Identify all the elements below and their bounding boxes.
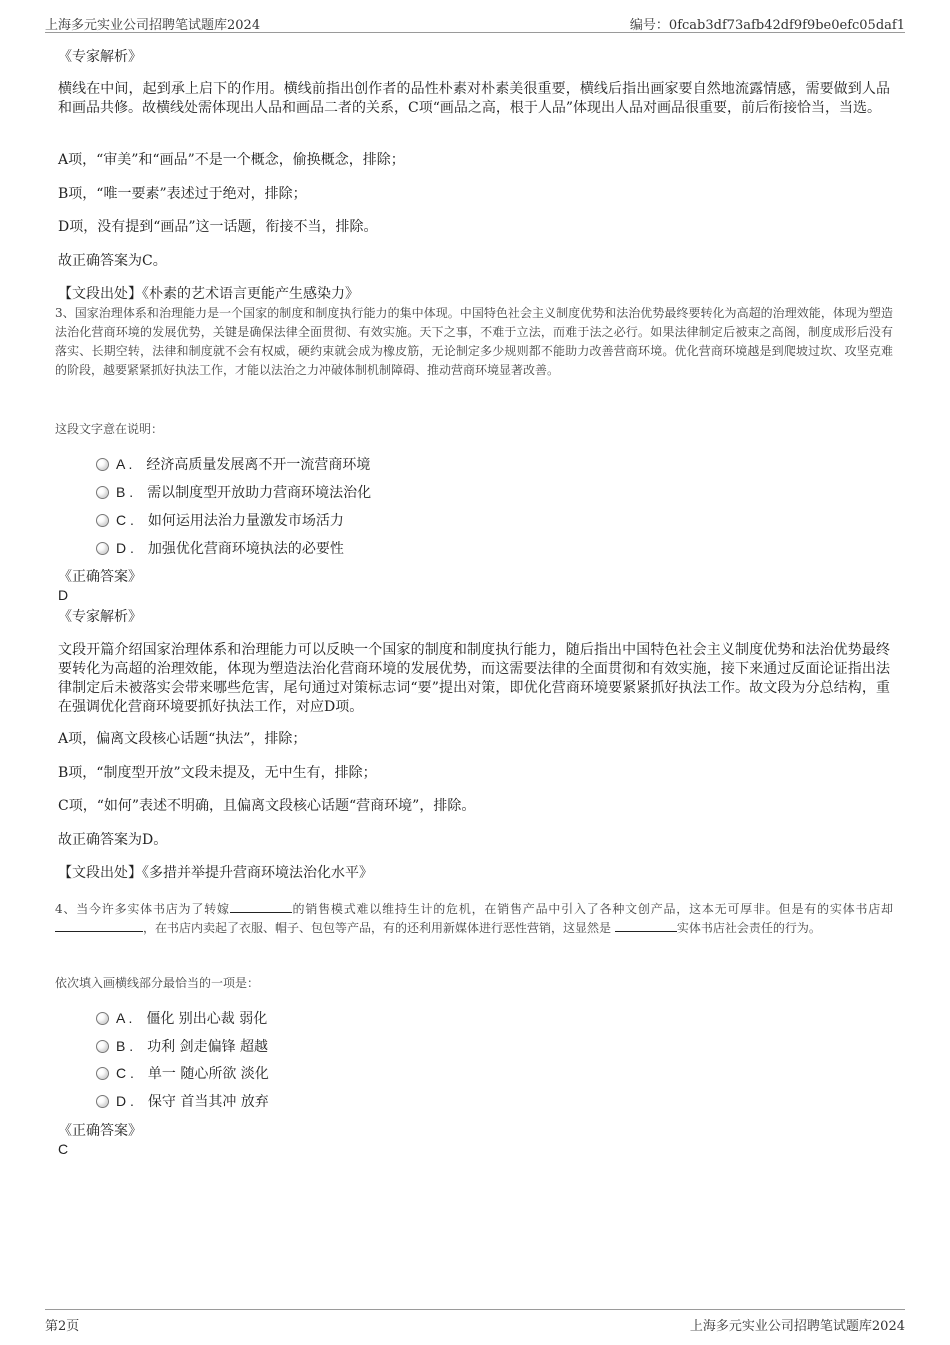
fill-blank-1: [230, 900, 292, 913]
radio-button-icon[interactable]: [96, 1040, 109, 1053]
q4-option-d[interactable]: D . 保守 首当其冲 放弃: [96, 1091, 269, 1112]
expert-analysis-label: 《专家解析》: [58, 49, 142, 65]
q4-option-c[interactable]: C . 单一 随心所欲 淡化: [96, 1063, 269, 1084]
q4-option-b[interactable]: B . 功利 剑走偏锋 超越: [96, 1036, 268, 1057]
q3-prompt: 这段文字意在说明：: [55, 422, 164, 436]
q4-prompt: 依次填入画横线部分最恰当的一项是：: [55, 976, 260, 990]
q2-source: 【文段出处】《朴素的艺术语言更能产生感染力》: [58, 286, 359, 302]
q4-answer: C: [58, 1141, 69, 1157]
q2-analysis-paragraph: 横线在中间，起到承上启下的作用。横线前指出创作者的品性朴素对朴素美很重要，横线后指出画家要自然地流露情感，需要做到人品和画品共修。故横线处需体现出人品和画品二者的关系，C项“画品之高，根于人品”体现出人品对画品很重要，前后衔接恰当，当选。: [58, 81, 890, 116]
radio-button-icon[interactable]: [96, 458, 109, 471]
q3-option-c-analysis: C项，“如何”表述不明确，且偏离文段核心话题“营商环境”，排除。: [58, 798, 476, 814]
radio-button-icon[interactable]: [96, 542, 109, 555]
radio-button-icon[interactable]: [96, 1012, 109, 1025]
q4-option-a[interactable]: A . 僵化 别出心裁 弱化: [96, 1008, 267, 1029]
q4-stem: 4、当今许多实体书店为了转嫁 的销售模式难以维持生计的危机，在销售产品中引入了各种文创产品，这本无可厚非。但是有的实体书店却 ，在书店内卖起了衣服、帽子、包包等产品，有的还利用新媒体进行恶性营销，这显然是 实体书店社会责任的行为。: [55, 902, 893, 935]
fill-blank-2: [55, 919, 143, 932]
q3-analysis-paragraph: 文段开篇介绍国家治理体系和治理能力可以反映一个国家的制度和制度执行能力，随后指出中国特色社会主义制度优势和法治优势最终要转化为高超的治理效能，体现为塑造法治化营商环境的发展优势，而这需要法律的全面贯彻和有效实施，接下来通过反面论证指出法律制定后未被落实会带来哪些危害，尾句通过对策标志词“要”提出对策，即优化营商环境要紧紧抓好执法工作。故文段为分总结构，重在强调优化营商环境要抓好执法工作，对应D项。: [58, 642, 890, 715]
fill-blank-3: [615, 919, 677, 932]
q4-answer-label: 《正确答案》: [58, 1123, 142, 1139]
page-number: 第2页: [45, 1319, 80, 1334]
q3-conclusion: 故正确答案为D。: [58, 832, 168, 848]
q2-option-d-analysis: D项，没有提到“画品”这一话题，衔接不当，排除。: [58, 219, 378, 235]
q3-answer-label: 《正确答案》: [58, 569, 142, 585]
footer-title: 上海多元实业公司招聘笔试题库2024: [689, 1319, 905, 1334]
header-doc-id: 编号：0fcab3df73afb42df9f9be0efc05daf1: [629, 18, 905, 33]
q2-option-a-analysis: A项，“审美”和“画品”不是一个概念，偷换概念，排除；: [58, 152, 405, 168]
q3-stem: 3、国家治理体系和治理能力是一个国家的制度和制度执行能力的集中体现。中国特色社会主义制度优势和法治优势最终要转化为高超的治理效能，体现为塑造法治化营商环境的发展优势，关键是确保法律全面贯彻、有效实施。天下之事，不难于立法，而难于法之必行。如果法律制定后被束之高阁，制度成形后没有落实、长期空转，法律和制度就不会有权威，硬约束就会成为橡皮筋，无论制定多少规则都不能助力改善营商环境。优化营商环境越是到爬坡过坎、攻坚克难的阶段，越要紧紧抓好执法工作，才能以法治之力冲破体制机制障碍、推动营商环境显著改善。: [55, 306, 893, 377]
radio-button-icon[interactable]: [96, 1095, 109, 1108]
radio-button-icon[interactable]: [96, 1067, 109, 1080]
q3-option-b-analysis: B项，“制度型开放”文段未提及，无中生有，排除；: [58, 765, 377, 781]
q3-answer: D: [58, 587, 69, 603]
q3-source: 【文段出处】《多措并举提升营商环境法治化水平》: [58, 865, 373, 881]
q3-option-b[interactable]: B . 需以制度型开放助力营商环境法治化: [96, 482, 371, 503]
page-header: [45, 12, 905, 33]
q2-conclusion: 故正确答案为C。: [58, 253, 167, 269]
radio-button-icon[interactable]: [96, 486, 109, 499]
header-title: 上海多元实业公司招聘笔试题库2024: [45, 18, 261, 33]
q3-expert-label: 《专家解析》: [58, 609, 142, 625]
q3-option-c[interactable]: C . 如何运用法治力量激发市场活力: [96, 510, 344, 531]
q3-option-d[interactable]: D . 加强优化营商环境执法的必要性: [96, 538, 344, 559]
q2-option-b-analysis: B项，“唯一要素”表述过于绝对，排除；: [58, 186, 307, 202]
page-footer: [45, 1309, 905, 1336]
q3-option-a[interactable]: A . 经济高质量发展离不开一流营商环境: [96, 454, 370, 475]
q3-option-a-analysis: A项，偏离文段核心话题“执法”，排除；: [58, 731, 307, 747]
radio-button-icon[interactable]: [96, 514, 109, 527]
